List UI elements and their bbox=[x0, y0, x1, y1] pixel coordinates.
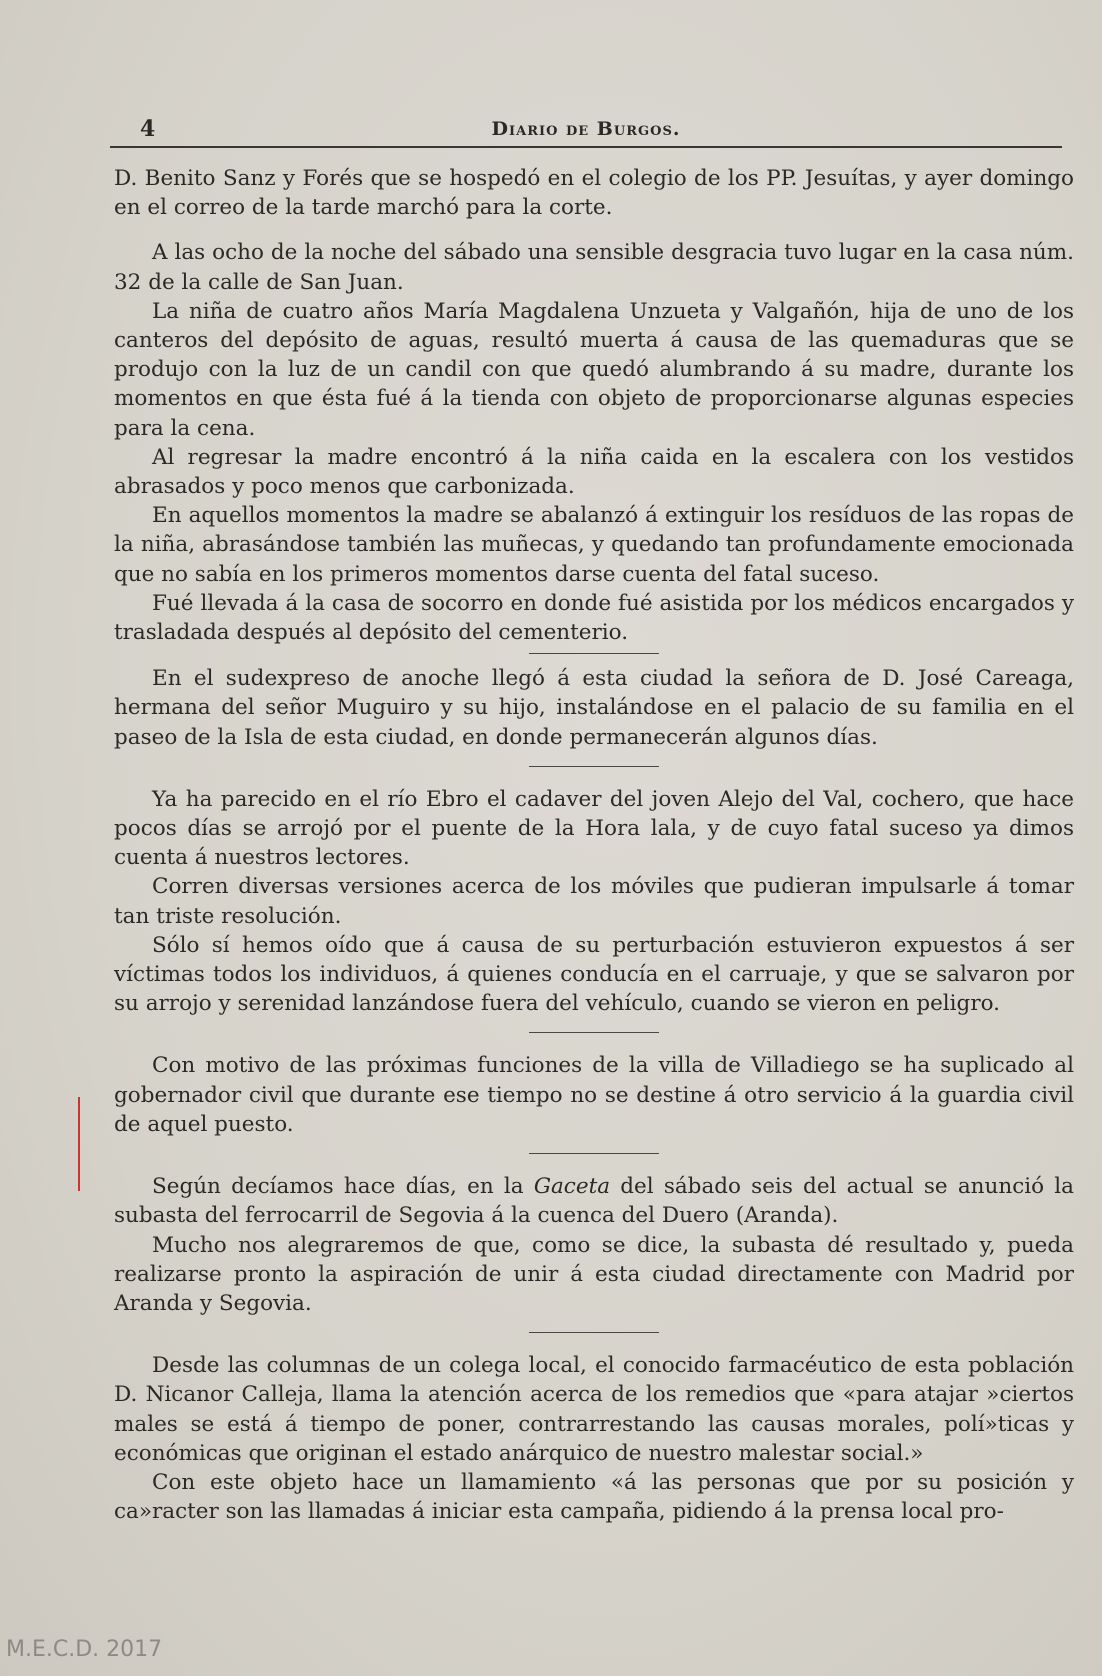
separator-rule bbox=[529, 1032, 659, 1033]
paragraph: Con este objeto hace un llamamiento «á las personas que por su posición y ca»racter son las llamadas á iniciar esta campaña, pidiendo á la prensa local pro- bbox=[114, 1469, 1074, 1525]
separator-rule bbox=[529, 1153, 659, 1154]
separator-rule bbox=[529, 653, 659, 654]
paragraph: Sólo sí hemos oído que á causa de su perturbación estuvieron expuestos á ser víctimas todos los individuos, á quienes conducía en el carruaje, y que se salvaron por su arrojo y serenidad lanzándose fuera del vehículo, cuando se vieron en peligro. bbox=[114, 932, 1074, 1017]
paragraph: Corren diversas versiones acerca de los móviles que pudieran impulsarle á tomar tan triste resolución. bbox=[114, 874, 1074, 929]
gaceta-name: Gaceta bbox=[533, 1174, 611, 1200]
paragraph: Ya ha parecido en el río Ebro el cadaver del joven Alejo del Val, cochero, que hace pocos días se arrojó por el puente de la Hora lala, y de cuyo fatal suceso ya dimos cuenta á nuestros lectores. bbox=[114, 786, 1074, 871]
page-header bbox=[110, 112, 1062, 146]
page-number: 4 bbox=[140, 116, 156, 142]
paragraph: La niña de cuatro años María Magdalena Unzueta y Valgañón, hija de uno de los canteros del depósito de aguas, resultó muerta á causa de las quemaduras que se produjo con la luz de un candil con que quedó alumbrando á su madre, durante los momentos en que ésta fué á la tienda con objeto de proporcionarse algunas especies para la cena. bbox=[114, 298, 1074, 441]
paragraph bbox=[114, 1172, 1074, 1230]
gaceta-intro: Según decíamos hace días, en la bbox=[152, 1174, 524, 1200]
paragraph: Al regresar la madre encontró á la niña caida en la escalera con los vestidos abrasados y poco menos que carbonizada. bbox=[114, 444, 1074, 500]
separator-rule bbox=[529, 766, 659, 767]
margin-mark bbox=[78, 1097, 80, 1191]
paragraph: Desde las columnas de un colega local, el conocido farmacéutico de esta población D. Nicanor Calleja, llama la atención acerca de los remedios que «para atajar »ciertos males se está á tiempo de poner, contrarrestando las causas morales, polí»ticas y económicas que originan el estado anárquico de nuestro malestar social.» bbox=[114, 1353, 1074, 1466]
paragraph: A las ocho de la noche del sábado una sensible desgracia tuvo lugar en la casa núm. 32 de la calle de San Juan. bbox=[114, 240, 1074, 295]
separator-rule bbox=[529, 1332, 659, 1333]
journal-title: Diario de Burgos. bbox=[491, 118, 681, 140]
header-rule bbox=[110, 146, 1062, 148]
gaceta-rest: del sábado seis del actual se anunció la subasta del ferrocarril de Segovia á la cuenca del Duero (Aranda). bbox=[114, 1174, 1074, 1229]
paragraph: Con motivo de las próximas funciones de la villa de Villadiego se ha suplicado al gobernador civil que durante ese tiempo no se destine á otro servicio á la guardia civil de aquel puesto. bbox=[114, 1053, 1074, 1137]
paragraph: En aquellos momentos la madre se abalanzó á extinguir los resíduos de las ropas de la niña, abrasándose también las muñecas, y quedando tan profundamente emocionada que no sabía en los primeros momentos darse cuenta del fatal suceso. bbox=[114, 503, 1074, 587]
paragraph: D. Benito Sanz y Forés que se hospedó en el colegio de los PP. Jesuítas, y ayer domingo en el correo de la tarde marchó para la corte. bbox=[114, 166, 1074, 221]
article-body bbox=[114, 164, 1074, 1526]
watermark: M.E.C.D. 2017 bbox=[6, 1637, 163, 1662]
paragraph: Mucho nos alegraremos de que, como se dice, la subasta dé resultado y, pueda realizarse pronto la aspiración de unir á esta ciudad directamente con Madrid por Aranda y Segovia. bbox=[114, 1232, 1074, 1316]
paragraph: En el sudexpreso de anoche llegó á esta ciudad la señora de D. José Careaga, hermana del señor Muguiro y su hijo, instalándose en el palacio de su familia en el paseo de la Isla de esta ciudad, en donde permanecerán algunos días. bbox=[114, 666, 1074, 750]
paragraph: Fué llevada á la casa de socorro en donde fué asistida por los médicos encargados y trasladada después al depósito del cementerio. bbox=[114, 590, 1074, 646]
